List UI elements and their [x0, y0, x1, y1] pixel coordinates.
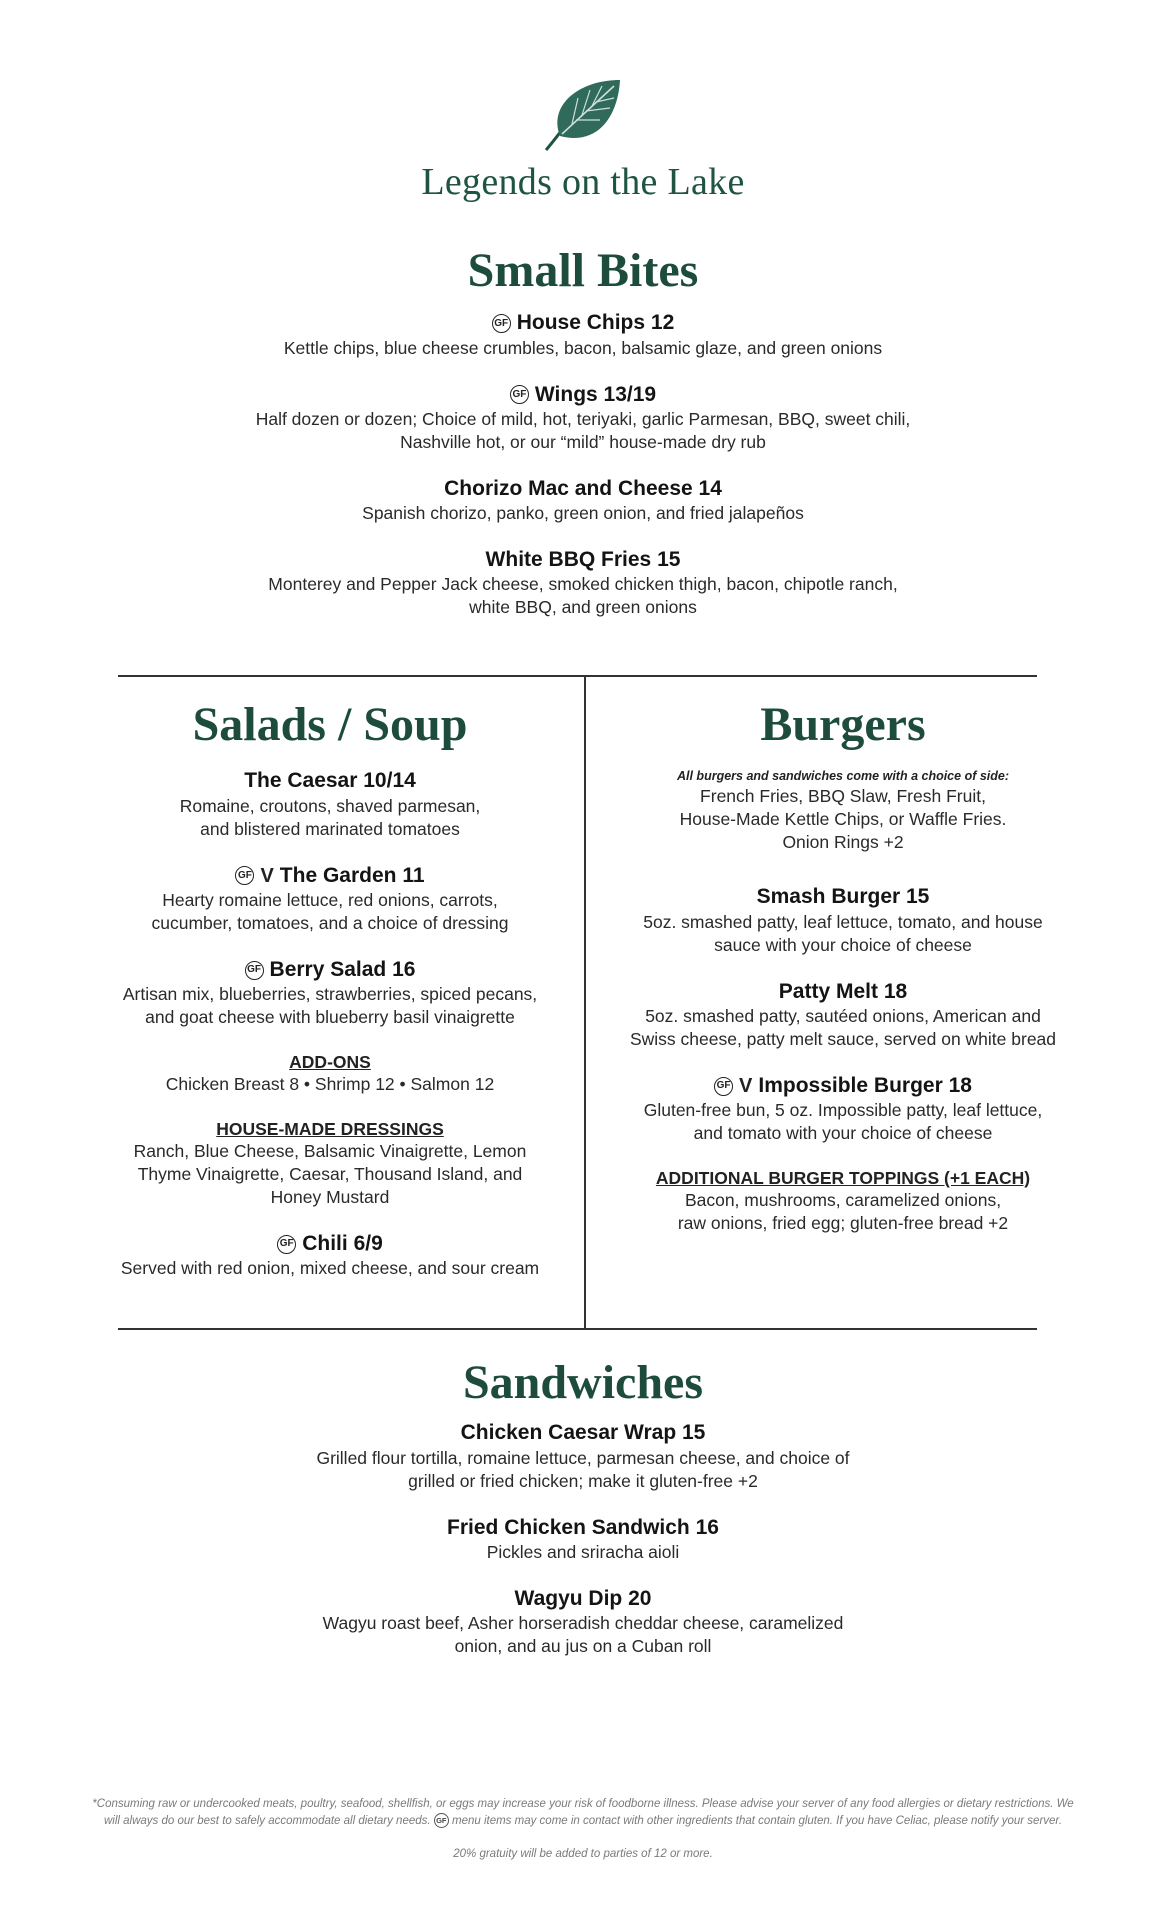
- item-description: Swiss cheese, patty melt sauce, served on white bread: [629, 1028, 1057, 1049]
- item-name: Chicken Caesar Wrap 15: [460, 1421, 706, 1445]
- dressings-heading: HOUSE-MADE DRESSINGS: [216, 1119, 444, 1140]
- footer-disclaimer: [80, 1796, 1086, 1830]
- disclaimer-line: [80, 1813, 1086, 1830]
- section-title: Small Bites: [467, 244, 699, 297]
- disclaimer-text: will always do our best to safely accommodate all dietary needs.: [103, 1815, 431, 1827]
- menu-item: [0, 310, 1166, 359]
- item-name: Wings 13/19: [534, 382, 657, 406]
- item-description: Artisan mix, blueberries, strawberries, spiced pecans,: [122, 984, 538, 1005]
- item-description: sauce with your choice of cheese: [714, 934, 972, 955]
- divider: [118, 1328, 1037, 1330]
- item-description: white BBQ, and green onions: [469, 597, 697, 618]
- menu-item: [100, 957, 560, 1029]
- item-name: Fried Chicken Sandwich 16: [447, 1515, 719, 1539]
- item-description: Nashville hot, or our “mild” house-made dry rub: [400, 431, 766, 452]
- gluten-free-icon: GF: [245, 961, 264, 980]
- dressings-text: Honey Mustard: [270, 1187, 390, 1208]
- item-name: Chili 6/9: [302, 1232, 383, 1256]
- vegan-icon: V: [739, 1075, 753, 1098]
- menu-item: [100, 1231, 560, 1280]
- disclaimer-line: *Consuming raw or undercooked meats, poultry, seafood, shellfish, or eggs may increase your risk of foodborne illness. Please advise your server of any food allergies or dietary restrictions. We: [92, 1798, 1074, 1810]
- item-description: Romaine, croutons, shaved parmesan,: [179, 795, 481, 816]
- item-name: House Chips 12: [516, 311, 675, 335]
- item-description: Grilled flour tortilla, romaine lettuce, parmesan cheese, and choice of: [316, 1447, 850, 1468]
- item-name: The Garden 11: [279, 863, 425, 887]
- toppings-block: [610, 1167, 1076, 1235]
- menu-item: [0, 1515, 1166, 1564]
- item-name: Berry Salad 16: [269, 957, 416, 981]
- item-description: Hearty romaine lettuce, red onions, carrots,: [162, 889, 498, 910]
- sandwiches-section: [0, 1358, 1166, 1680]
- item-description: 5oz. smashed patty, leaf lettuce, tomato, and house: [643, 911, 1043, 932]
- menu-item: [100, 768, 560, 840]
- gratuity-note: 20% gratuity will be added to parties of 12 or more.: [453, 1848, 713, 1860]
- addons-text: Chicken Breast 8 • Shrimp 12 • Salmon 12: [165, 1074, 495, 1095]
- column-divider: [584, 675, 586, 1328]
- item-description: grilled or fried chicken; make it gluten-free +2: [408, 1470, 758, 1491]
- item-description: and tomato with your choice of cheese: [693, 1123, 993, 1144]
- dressings-text: Ranch, Blue Cheese, Balsamic Vinaigrette, Lemon: [133, 1141, 527, 1162]
- item-name: White BBQ Fries 15: [485, 548, 681, 572]
- salads-soup-section: [100, 700, 560, 1302]
- item-name: The Caesar 10/14: [244, 769, 416, 793]
- item-name: Patty Melt 18: [778, 979, 908, 1003]
- item-description: 5oz. smashed patty, sautéed onions, American and: [645, 1005, 1041, 1026]
- addons-heading: ADD-ONS: [289, 1052, 371, 1073]
- sides-line: French Fries, BBQ Slaw, Fresh Fruit,: [700, 786, 986, 807]
- section-title: Burgers: [760, 698, 926, 751]
- sides-list: [610, 785, 1076, 854]
- item-description: cucumber, tomatoes, and a choice of dressing: [151, 912, 509, 933]
- menu-item: [610, 979, 1076, 1051]
- menu-item: [610, 884, 1076, 956]
- item-name: Smash Burger 15: [756, 885, 930, 909]
- brand-name: Legends on the Lake: [421, 161, 745, 203]
- menu-item: [610, 1073, 1076, 1145]
- item-name: Impossible Burger 18: [758, 1073, 972, 1097]
- sides-line: Onion Rings +2: [782, 832, 904, 853]
- item-description: Spanish chorizo, panko, green onion, and fried jalapeños: [362, 503, 804, 524]
- gluten-free-icon: GF: [510, 385, 529, 404]
- menu-item: [0, 476, 1166, 525]
- gluten-free-icon: GF: [714, 1077, 733, 1096]
- item-description: Kettle chips, blue cheese crumbles, bacon, balsamic glaze, and green onions: [283, 337, 883, 358]
- menu-item: [0, 1586, 1166, 1658]
- item-description: and blistered marinated tomatoes: [200, 818, 460, 839]
- burgers-section: [610, 700, 1076, 1257]
- item-description: and goat cheese with blueberry basil vinaigrette: [145, 1007, 515, 1028]
- item-description: Monterey and Pepper Jack cheese, smoked chicken thigh, bacon, chipotle ranch,: [268, 574, 898, 595]
- gluten-free-icon: GF: [492, 314, 511, 333]
- menu-item: [0, 1420, 1166, 1492]
- toppings-heading: ADDITIONAL BURGER TOPPINGS (+1 EACH): [655, 1168, 1031, 1189]
- item-name: Wagyu Dip 20: [514, 1586, 652, 1610]
- gluten-free-icon: GF: [277, 1235, 296, 1254]
- section-title: Sandwiches: [462, 1356, 704, 1409]
- small-bites-section: [0, 246, 1166, 641]
- item-description: Gluten-free bun, 5 oz. Impossible patty, leaf lettuce,: [643, 1100, 1043, 1121]
- disclaimer-text: menu items may come in contact with other ingredients that contain gluten. If you have Celiac, please notify your server.: [452, 1815, 1063, 1827]
- gluten-free-icon: GF: [235, 866, 254, 885]
- menu-item: [100, 863, 560, 935]
- item-description: onion, and au jus on a Cuban roll: [454, 1636, 712, 1657]
- item-description: Wagyu roast beef, Asher horseradish cheddar cheese, caramelized: [322, 1613, 844, 1634]
- item-name: Chorizo Mac and Cheese 14: [444, 476, 722, 500]
- menu-item: [0, 382, 1166, 454]
- dressings-block: [100, 1118, 560, 1209]
- item-description: Served with red onion, mixed cheese, and sour cream: [120, 1258, 540, 1279]
- vegan-icon: V: [260, 864, 274, 887]
- leaf-icon: [538, 76, 628, 156]
- item-description: Half dozen or dozen; Choice of mild, hot, teriyaki, garlic Parmesan, BBQ, sweet chili,: [255, 408, 911, 429]
- gluten-free-icon: GF: [434, 1813, 449, 1828]
- divider: [118, 675, 1037, 677]
- dressings-text: Thyme Vinaigrette, Caesar, Thousand Island, and: [137, 1164, 523, 1185]
- section-title: Salads / Soup: [192, 698, 468, 751]
- addons-block: [100, 1051, 560, 1096]
- sides-note: All burgers and sandwiches come with a choice of side:: [676, 769, 1010, 784]
- item-description: Pickles and sriracha aioli: [486, 1541, 680, 1562]
- toppings-text: Bacon, mushrooms, caramelized onions,: [684, 1190, 1002, 1211]
- logo: [0, 76, 1166, 204]
- toppings-text: raw onions, fried egg; gluten-free bread +2: [677, 1213, 1009, 1234]
- sides-line: House-Made Kettle Chips, or Waffle Fries.: [679, 809, 1007, 830]
- menu-item: [0, 547, 1166, 619]
